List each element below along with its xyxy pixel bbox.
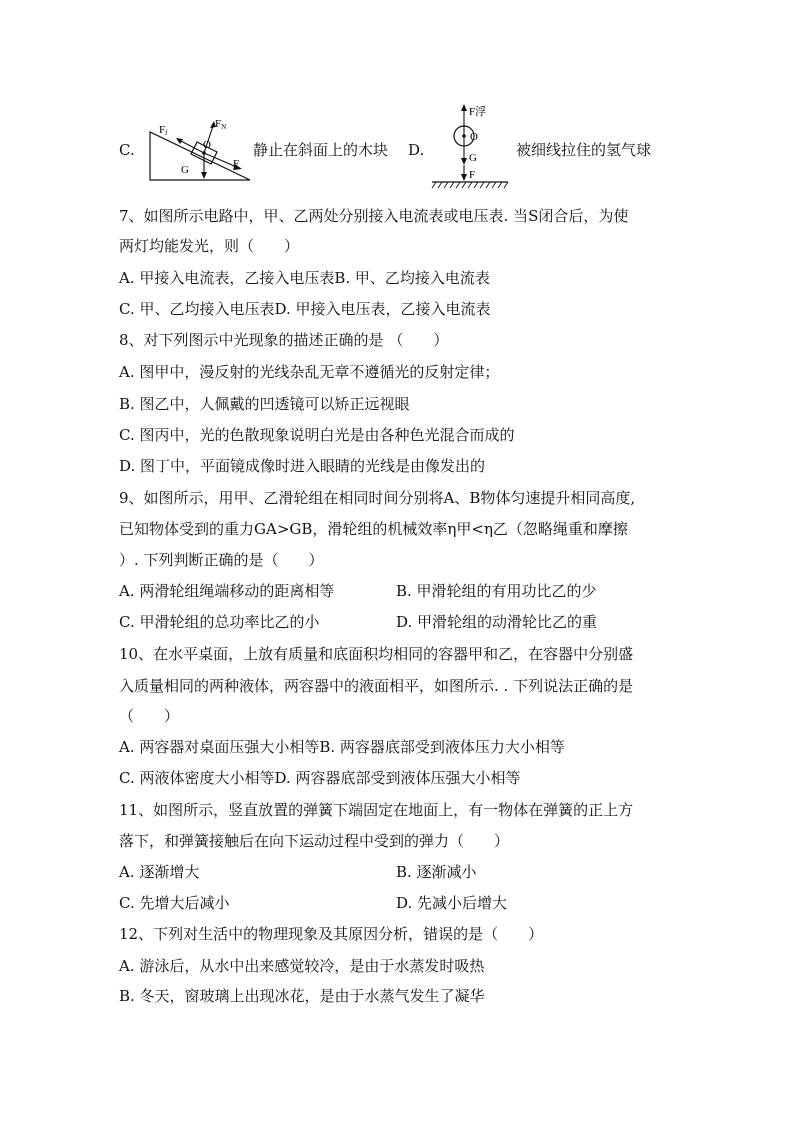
q11-option-a: A. 逐渐增大 xyxy=(119,863,200,881)
label-d-g: G xyxy=(469,152,477,164)
q9-option-b: B. 甲滑轮组的有用功比乙的少 xyxy=(396,582,597,600)
buoyancy-arrow xyxy=(461,104,467,111)
q7-stem-line1: 7、如图所示电路中，甲、乙两处分别接入电流表或电压表. 当S闭合后，为使 xyxy=(119,207,629,225)
q11-stem-line1: 11、如图所示，竖直放置的弹簧下端固定在地面上，有一物体在弹簧的正上方 xyxy=(119,801,634,819)
incline-surface xyxy=(150,132,250,180)
balloon-center xyxy=(462,134,466,138)
q10-stem-line1: 10、在水平桌面，上放有质量和底面积均相同的容器甲和乙，在容器中分别盛 xyxy=(119,645,634,663)
balloon-gravity-arrow xyxy=(461,158,467,165)
q11-option-c: C. 先增大后减小 xyxy=(119,894,230,912)
label-d-o: O xyxy=(470,131,478,143)
q10-options-cd: C. 两液体密度大小相等D. 两容器底部受到液体压强大小相等 xyxy=(119,769,521,787)
label-f: F xyxy=(233,158,240,170)
option-c-letter: C. xyxy=(119,141,135,159)
q9-stem-line2: 已知物体受到的重力GA>GB，滑轮组的机械效率η甲<η乙（忽略绳重和摩擦 xyxy=(119,520,628,538)
gravity-arrow xyxy=(201,172,207,179)
q12-option-a: A. 游泳后，从水中出来感觉较冷，是由于水蒸发时吸热 xyxy=(119,957,485,975)
ground-hatch xyxy=(432,182,508,188)
q9-option-a: A. 两滑轮组绳端移动的距离相等 xyxy=(119,582,335,600)
label-g: G xyxy=(181,164,189,176)
label-o: O xyxy=(203,139,211,151)
label-fn: FN xyxy=(215,118,227,131)
q8-stem: 8、对下列图示中光现象的描述正确的是 （ ） xyxy=(119,331,449,349)
q10-options-ab: A. 两容器对桌面压强大小相等B. 两容器底部受到液体压力大小相等 xyxy=(119,738,565,756)
q10-stem-line3: （ ） xyxy=(119,707,180,725)
option-c-caption: 静止在斜面上的木块 xyxy=(253,141,389,159)
q8-option-a: A. 图甲中，漫反射的光线杂乱无章不遵循光的反射定律； xyxy=(119,363,500,381)
q8-option-c: C. 图丙中，光的色散现象说明白光是由各种色光混合而成的 xyxy=(119,426,515,444)
q9-stem-line1: 9、如图所示，用甲、乙滑轮组在相同时间分别将A、B物体匀速提升相同高度, xyxy=(119,489,636,507)
q11-stem-line2: 落下，和弹簧接触后在向下运动过程中受到的弹力（ ） xyxy=(119,832,510,850)
q8-option-b: B. 图乙中，人佩戴的凹透镜可以矫正远视眼 xyxy=(119,395,410,413)
q9-stem-line3: ）. 下列判断正确的是（ ） xyxy=(119,551,324,569)
incline-block-diagram xyxy=(145,110,253,186)
q10-stem-line2: 入质量相同的两种液体，两容器中的液面相平，如图所示. . 下列说法正确的是 xyxy=(119,677,634,695)
label-f-buoy: F浮 xyxy=(469,106,487,118)
q11-option-d: D. 先减小后增大 xyxy=(396,894,508,912)
q7-options-ab: A. 甲接入电流表，乙接入电压表B. 甲、乙均接入电流表 xyxy=(119,269,490,287)
q8-option-d: D. 图丁中，平面镜成像时进入眼睛的光线是由像发出的 xyxy=(119,457,486,475)
q7-stem-line2: 两灯均能发光，则（ ） xyxy=(119,237,300,255)
q12-option-b: B. 冬天，窗玻璃上出现冰花，是由于水蒸气发生了凝华 xyxy=(119,987,485,1005)
option-d-caption: 被细线拉住的氢气球 xyxy=(516,141,652,159)
q12-stem: 12、下列对生活中的物理现象及其原因分析，错误的是（ ） xyxy=(119,925,544,943)
q9-option-c: C. 甲滑轮组的总功率比乙的小 xyxy=(119,613,320,631)
balloon-diagram xyxy=(428,100,512,192)
q9-option-d: D. 甲滑轮组的动滑轮比乙的重 xyxy=(396,613,598,631)
q7-options-cd: C. 甲、乙均接入电压表D. 甲接入电压表，乙接入电流表 xyxy=(119,300,491,318)
label-d-f: F xyxy=(469,169,476,181)
label-ff: Ff xyxy=(159,124,168,137)
tension-arrow xyxy=(461,174,467,181)
option-d-letter: D. xyxy=(408,141,425,159)
q11-option-b: B. 逐渐减小 xyxy=(396,863,477,881)
